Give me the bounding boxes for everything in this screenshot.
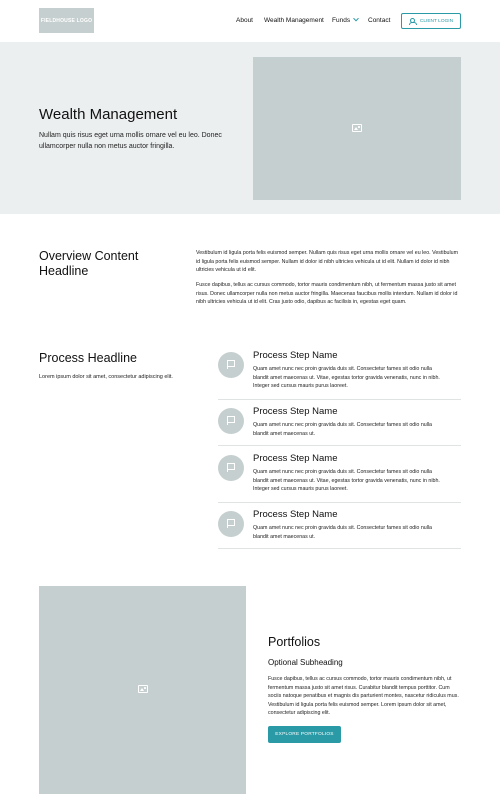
image-icon xyxy=(138,685,148,693)
step-title: Process Step Name xyxy=(253,509,338,520)
nav-wealth-management[interactable]: Wealth Management xyxy=(264,17,324,24)
process-step xyxy=(218,350,461,400)
step-title: Process Step Name xyxy=(253,350,338,361)
flag-icon xyxy=(227,519,235,528)
step-title: Process Step Name xyxy=(253,406,338,417)
step-icon-circle xyxy=(218,511,244,537)
step-text: Quam amet nunc nec proin gravida duis sit. Consectetur fames sit odio nulla blandit amet maecenas ut. xyxy=(253,525,433,540)
site-header xyxy=(0,0,500,42)
hero-image-placeholder xyxy=(253,57,461,200)
overview-paragraph: Fusce dapibus, tellus ac cursus commodo, tortor mauris condimentum nibh, ut fermentum massa justo sit amet risus. Donec ullamcorper nulla non metus auctor fringilla. Maecenas faucibus mollis interdum. Nullam id dolor id nibh ultricies vehicula ut id elit. Cras justo odio, dapibus ac facilisis in, egestas eget quam. xyxy=(196,282,458,306)
step-icon-circle xyxy=(218,408,244,434)
nav-about[interactable]: About xyxy=(236,17,253,24)
overview-paragraph: Vestibulum id ligula porta felis euismod semper. Nullam quis risus eget urna mollis ornare vel eu leo. Vestibulum id ligula porta felis euismod semper. Nullam id dolor id nibh ultricies vehicula ut id elit. Nullam id dolor id nibh ultricies vehicula ut id elit. xyxy=(196,250,459,274)
step-title: Process Step Name xyxy=(253,453,338,464)
process-step xyxy=(218,453,461,503)
portfolios-image-placeholder xyxy=(39,586,246,794)
step-text: Quam amet nunc nec proin gravida duis sit. Consectetur fames sit odio nulla blandit amet maecenas ut. Vitae, egestas tortor gravida venenatis, nunc in nibh. Integer sed cursus mauris purus laoreet. xyxy=(253,469,440,492)
step-text: Quam amet nunc nec proin gravida duis sit. Consectetur fames sit odio nulla blandit amet maecenas ut. Vitae, egestas tortor gravida venenatis, nunc in nibh. Integer sed cursus mauris purus laoreet. xyxy=(253,366,440,389)
hero-title: Wealth Management xyxy=(39,106,178,123)
portfolios-title: Portfolios xyxy=(268,635,321,649)
image-icon xyxy=(352,124,362,132)
process-step xyxy=(218,406,461,446)
portfolios-text: Fusce dapibus, tellus ac cursus commodo, tortor mauris condimentum nibh, ut fermentum massa justo sit amet risus. Curabitur blandit tempus porttitor. Cum sociis natoque penatibus et magnis dis parturient montes, nascetur ridiculus mus. Vestibulum id ligula porta felis euismod semper. Lorem ipsum dolor sit amet, consectetur adipiscing elit. xyxy=(268,676,459,717)
step-icon-circle xyxy=(218,352,244,378)
user-icon xyxy=(409,18,415,24)
process-step xyxy=(218,509,461,549)
portfolios-subtitle: Optional Subheading xyxy=(268,658,343,667)
nav-funds[interactable] xyxy=(332,17,358,24)
client-login-button[interactable] xyxy=(401,13,461,29)
process-title: Process Headline xyxy=(39,351,137,365)
explore-portfolios-button[interactable]: EXPLORE PORTFOLIOS xyxy=(268,726,341,743)
flag-icon xyxy=(227,360,235,369)
step-icon-circle xyxy=(218,455,244,481)
nav-funds-label: Funds xyxy=(332,17,351,24)
chevron-down-icon xyxy=(353,16,359,22)
hero-text: Nullam quis risus eget urna mollis ornare vel eu leo. Donec ullamcorper nulla non metus auctor fringilla. xyxy=(39,132,222,150)
overview-title: Overview Content Headline xyxy=(39,249,139,278)
nav-contact[interactable]: Contact xyxy=(368,17,391,24)
flag-icon xyxy=(227,416,235,425)
client-login-label: CLIENT LOGIN xyxy=(419,18,454,24)
process-subtitle: Lorem ipsum dolor sit amet, consectetur adipiscing elit. xyxy=(39,374,173,380)
flag-icon xyxy=(227,463,235,472)
site-logo[interactable]: FIELDHOUSE LOGO xyxy=(39,8,94,33)
step-text: Quam amet nunc nec proin gravida duis sit. Consectetur fames sit odio nulla blandit amet maecenas ut. xyxy=(253,422,433,437)
hero-section xyxy=(0,42,500,214)
